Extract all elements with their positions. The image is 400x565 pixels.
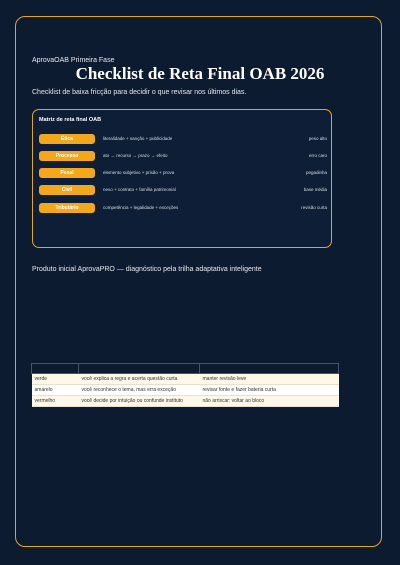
- matrix-row-penal: [39, 168, 327, 178]
- area-weight-processo: erro caro: [308, 153, 327, 158]
- criterion-cell: você explica a regra e acerta questão curta: [79, 374, 200, 385]
- page-subtitle: Checklist de baixa fricção para decidir o que revisar nos últimos dias.: [32, 89, 247, 96]
- criterion-cell: você reconhece o tema, mas erra exceção: [79, 385, 200, 396]
- area-weight-tributario: revisão curta: [301, 205, 327, 210]
- action-cell: não arriscar: voltar ao bloco: [200, 396, 339, 407]
- matrix-title: Matriz de reta final OAB: [39, 117, 102, 123]
- matrix-row-civil: [39, 185, 327, 195]
- matrix-row-etica: [39, 134, 327, 144]
- page-title: Checklist de Reta Final OAB 2026: [75, 64, 325, 83]
- area-weight-penal: pegadinha: [305, 170, 327, 175]
- product-line: Produto inicial AprovaPRO — diagnóstico pela trilha adaptativa inteligente: [32, 266, 262, 273]
- area-checklist-processo: ato → recurso → prazo → efeito: [103, 153, 168, 158]
- table-header-action: [200, 364, 339, 374]
- area-checklist-civil: nexo + contrato + família patrimonial: [103, 187, 176, 192]
- matrix-card: [32, 109, 332, 248]
- action-cell: manter revisão leve: [200, 374, 339, 385]
- area-weight-etica: peso alto: [308, 136, 327, 141]
- area-weight-civil: base média: [303, 187, 327, 192]
- matrix-row-processo: [39, 151, 327, 161]
- area-badge-tributario: Tributário: [39, 203, 95, 213]
- matrix-row-tributario: [39, 203, 327, 213]
- kicker-label: AprovaOAB Primeira Fase: [32, 57, 115, 64]
- status-cell: vermelho: [32, 396, 79, 407]
- area-badge-civil: Civil: [39, 185, 95, 195]
- status-cell: amarelo: [32, 385, 79, 396]
- table-row: [32, 374, 339, 385]
- area-badge-etica: Ética: [39, 134, 95, 144]
- area-badge-penal: Penal: [39, 168, 95, 178]
- area-checklist-etica: literalidade + sanção + publicidade: [103, 136, 173, 141]
- status-cell: verde: [32, 374, 79, 385]
- table-header-status: [32, 364, 79, 374]
- area-badge-processo: Processo: [39, 151, 95, 161]
- area-checklist-penal: elemento subjetivo + prisão + prova: [103, 170, 175, 175]
- table-header-row: [32, 364, 339, 374]
- area-checklist-tributario: competência + legalidade + exceções: [103, 205, 179, 210]
- table-row: [32, 385, 339, 396]
- criterion-cell: você decide por intuição ou confunde instituto: [79, 396, 200, 407]
- table-row: [32, 396, 339, 407]
- status-legend-table: [31, 363, 339, 407]
- action-cell: revisar fonte e fazer bateria curta: [200, 385, 339, 396]
- table-header-criterion: [79, 364, 200, 374]
